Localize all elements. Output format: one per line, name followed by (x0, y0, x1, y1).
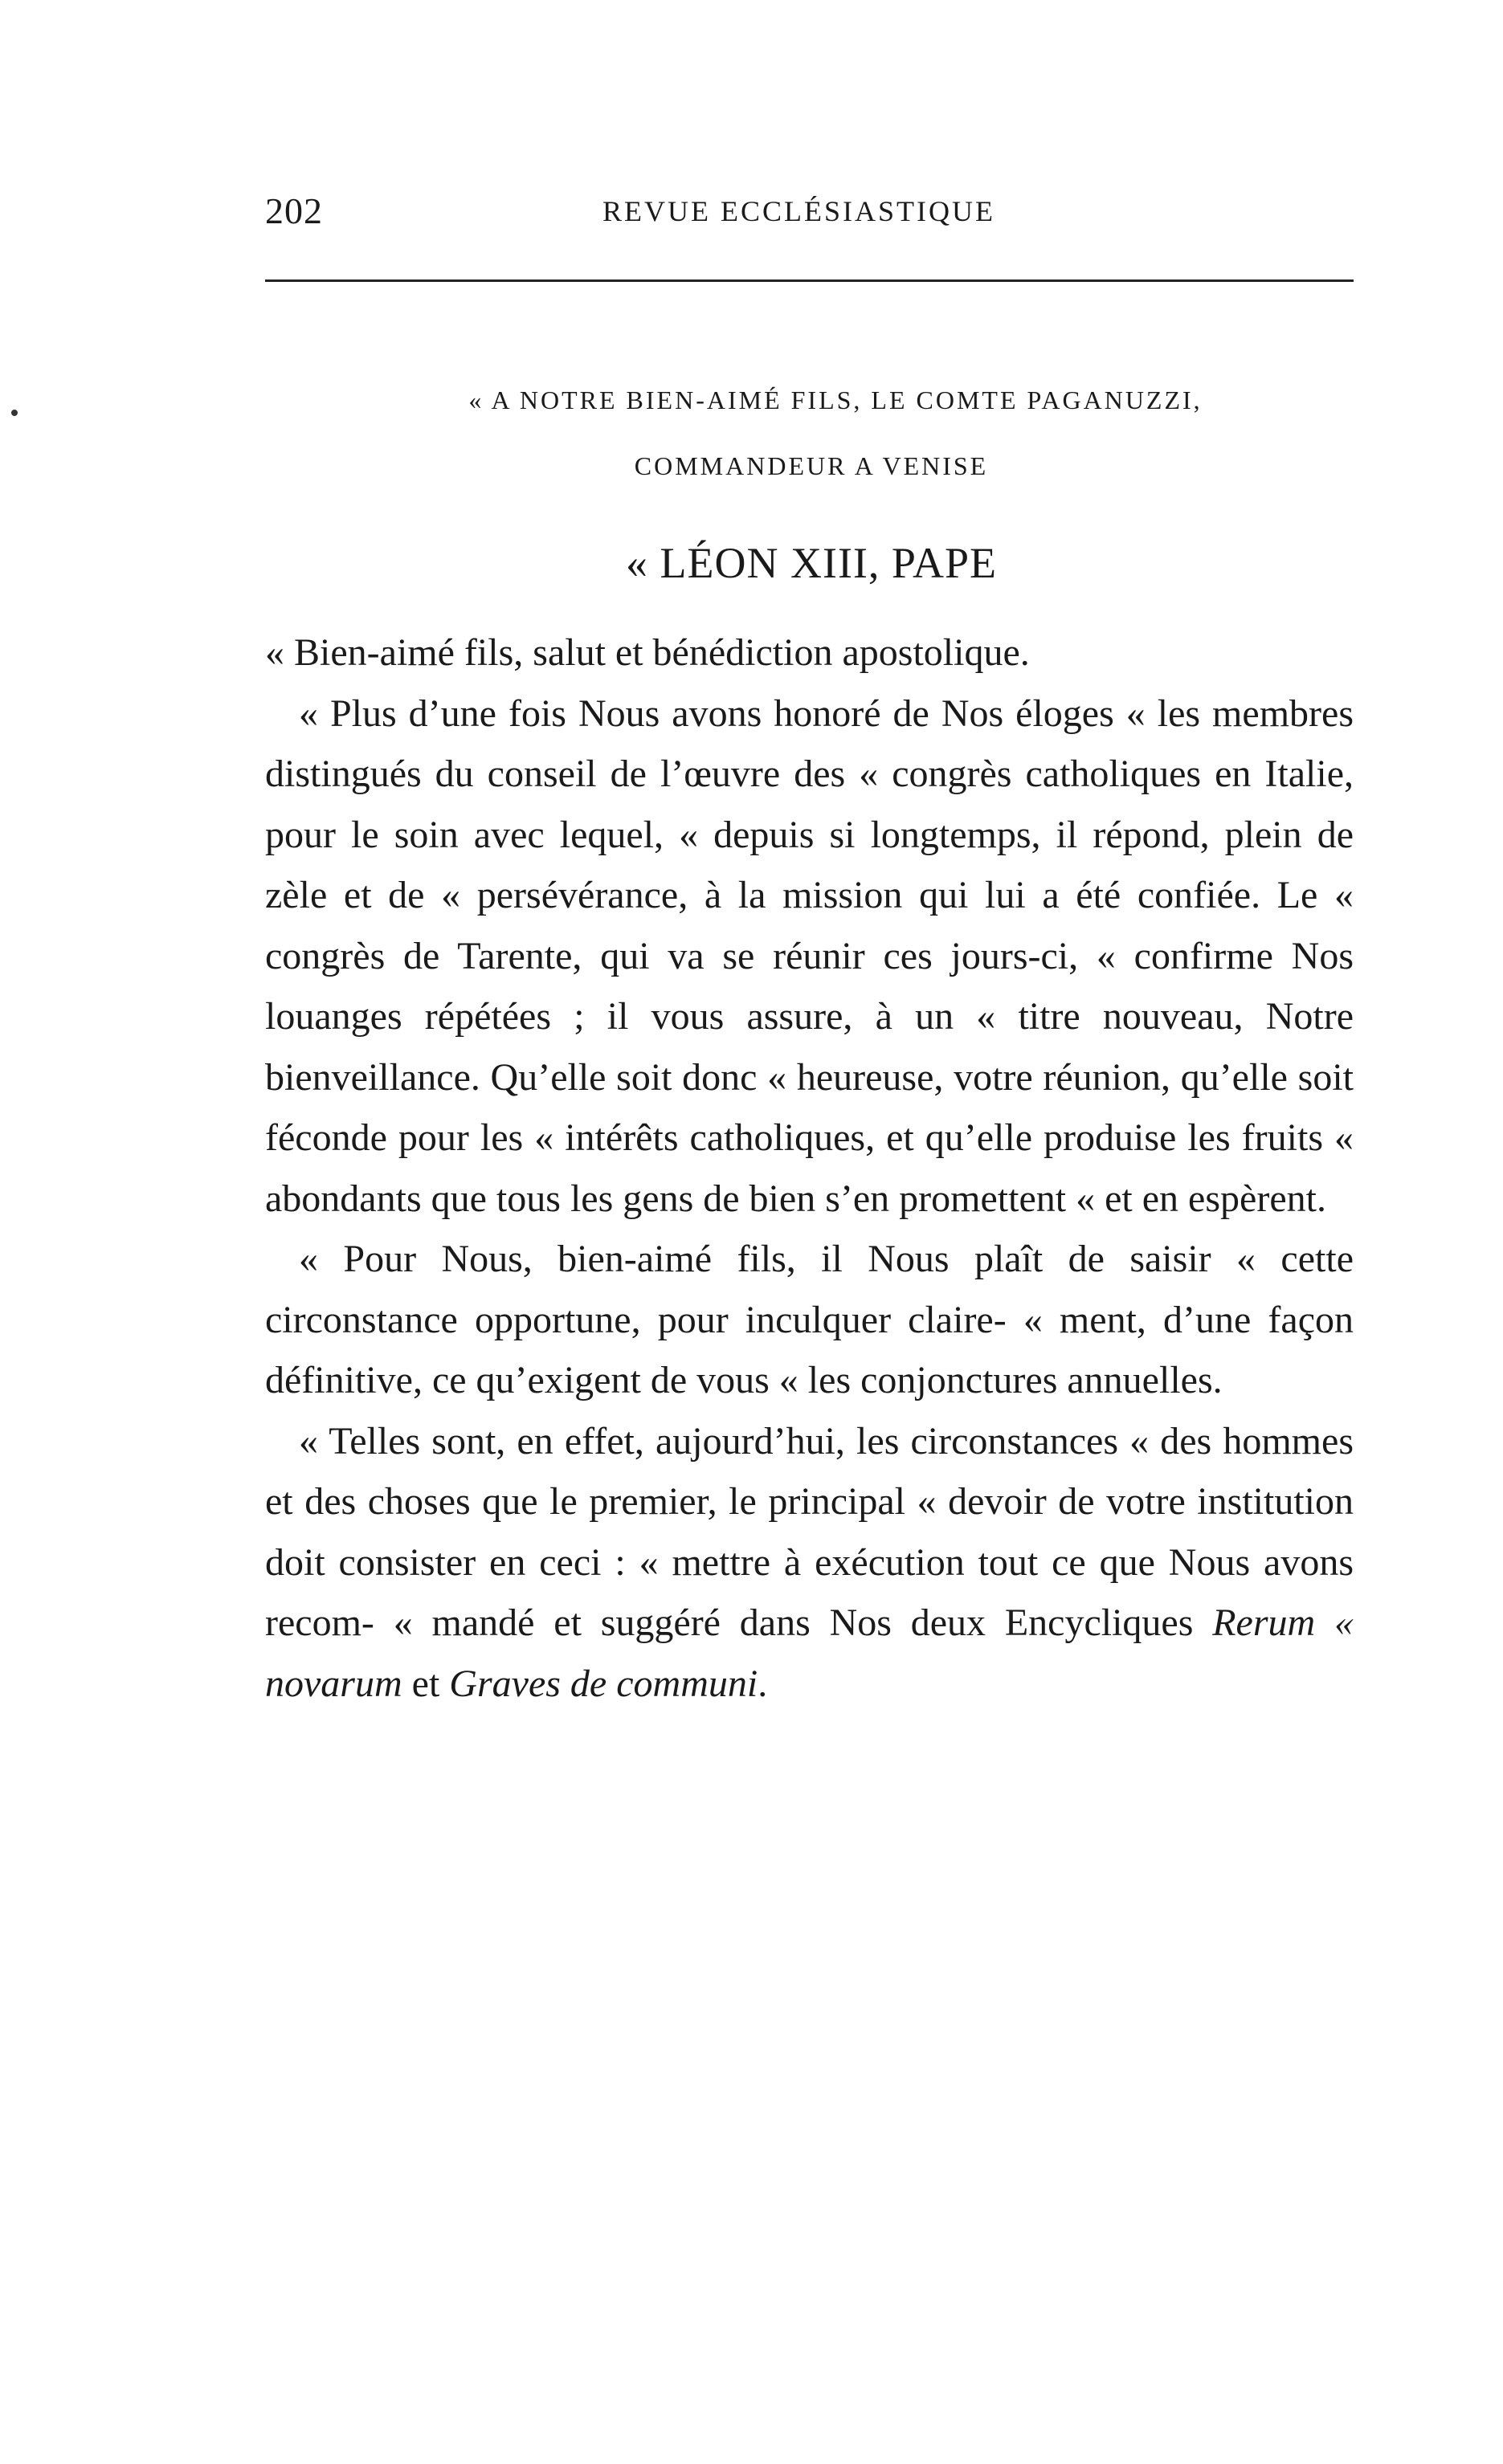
letter-body (265, 622, 1354, 1714)
margin-mark (11, 410, 18, 416)
letter-address-line-2: COMMANDEUR A VENISE (634, 451, 989, 480)
encyclical-title-rerum-novarum: Rerum « novarum (265, 1601, 1354, 1705)
running-title: REVUE ECCLÉSIASTIQUE (602, 195, 995, 227)
paragraph-2: « Pour Nous, bien-aimé fils, il Nous plaît de saisir « cette circonstance opportune, pour inculquer claire- « ment, d’une façon définitive, ce qu’exigent de vous « les conjonctures annuelles. (265, 1238, 1354, 1401)
page-header (265, 190, 1358, 246)
paragraph-3-conjunction: et (402, 1662, 450, 1705)
paragraph-3 (265, 1411, 1354, 1715)
paragraph-3-end: . (758, 1662, 768, 1705)
header-rule (265, 279, 1354, 282)
letter-address-line-1: « A NOTRE BIEN-AIMÉ FILS, LE COMTE PAGANUZZI, (468, 386, 1203, 414)
paragraph-3-text: « Telles sont, en effet, aujourd’hui, les circonstances « des hommes et des choses que le premier, le principal « devoir de votre institution doit consister en ceci : « mettre à exécution tout ce que Nous avons recom- « mandé et suggéré dans Nos deux Encycliques (265, 1419, 1354, 1644)
pope-signature-line: « LÉON XIII, PAPE (626, 539, 997, 587)
encyclical-title-graves-de-communi: Graves de communi (449, 1662, 758, 1705)
page-number: 202 (265, 190, 323, 231)
paragraph-1: « Plus d’une fois Nous avons honoré de Nos éloges « les membres distingués du conseil de l’œuvre des « congrès catholiques en Italie, pour le soin avec lequel, « depuis si longtemps, il répond, plein de zèle et de « persévérance, à la mission qui lui a été confiée. Le « congrès de Tarente, qui va se réunir ces jours-ci, « confirme Nos louanges répétées ; il vous assure, à un « titre nouveau, Notre bienveillance. Qu’elle soit donc « heureuse, votre réunion, qu’elle soit féconde pour les « intérêts catholiques, et qu’elle produise les fruits « abondants que tous les gens de bien s’en promettent « et en espèrent. (265, 691, 1354, 1220)
salutation: « Bien-aimé fils, salut et bénédiction apostolique. (265, 631, 1030, 674)
